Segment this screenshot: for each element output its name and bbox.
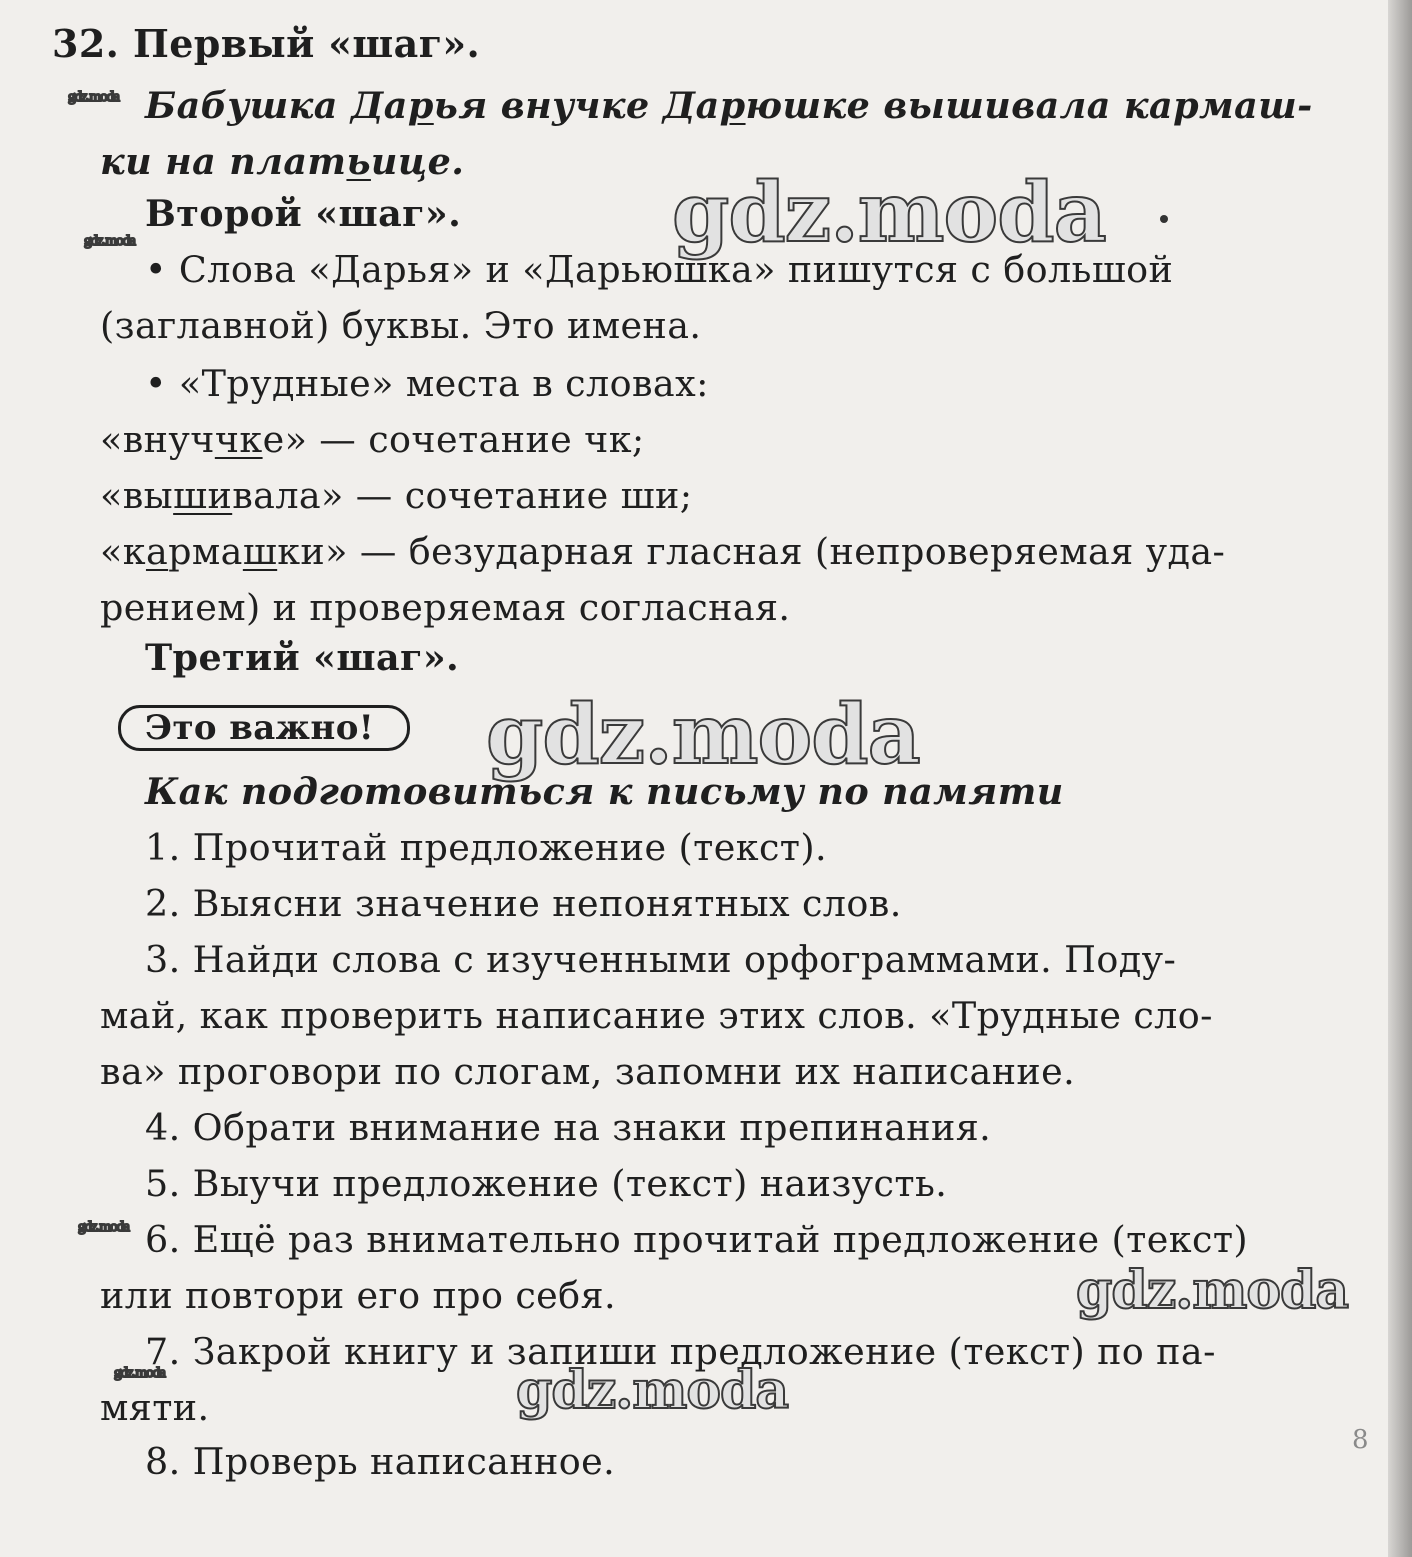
rule-title: Как подготовиться к письму по памяти	[145, 770, 1064, 813]
watermark-medium: gdz.moda	[516, 1360, 789, 1421]
hard-word-3-continued: рением) и проверяемая согласная.	[100, 586, 791, 629]
rule-item-3-line-3: ва» проговори по слогам, запомни их написание.	[100, 1050, 1076, 1093]
hard-word-3: «кармашки» — безударная гласная (непроверяемая уда-	[100, 530, 1226, 573]
rule-item-8: 8. Проверь написанное.	[145, 1440, 616, 1483]
watermark-small: gdz.moda	[68, 89, 119, 105]
exercise-sentence-line-2: ки на платьице.	[100, 140, 465, 183]
rule-item-3-line-1: 3. Найди слова с изученными орфограммами. Поду-	[145, 938, 1177, 981]
watermark-large: gdz.moda	[486, 687, 920, 783]
rule-item-6-line-2: или повтори его про себя.	[100, 1274, 616, 1317]
rule-item-5: 5. Выучи предложение (текст) наизусть.	[145, 1162, 948, 1205]
step-2-point-2: • «Трудные» места в словах:	[145, 362, 709, 405]
print-speck	[1160, 215, 1168, 223]
hard-word-2: «вышивала» — сочетание ши;	[100, 474, 693, 517]
watermark-small: gdz.moda	[78, 1219, 129, 1235]
important-badge-label: Это важно!	[145, 708, 375, 748]
rule-item-7-line-2: мяти.	[100, 1386, 210, 1429]
exercise-sentence-line-1: Бабушка Дарья внучке Дарюшке вышивала кармаш-	[145, 84, 1313, 127]
exercise-header: 32. Первый «шаг».	[52, 21, 481, 66]
watermark-large: gdz.moda	[672, 165, 1106, 261]
watermark-small: gdz.moda	[114, 1365, 165, 1381]
step-2-point-1-line-2: (заглавной) буквы. Это имена.	[100, 304, 702, 347]
step-3-title: Третий «шаг».	[145, 636, 460, 679]
rule-item-6-line-1: 6. Ещё раз внимательно прочитай предложение (текст)	[145, 1218, 1249, 1261]
hard-word-1: «внуччке» — сочетание чк;	[100, 418, 645, 461]
step-2-point-1-line-1: • Слова «Дарья» и «Дарьюшка» пишутся с большой	[145, 248, 1174, 291]
page-number: 8	[1352, 1425, 1369, 1455]
page-edge-shadow	[1388, 0, 1412, 1557]
watermark-small: gdz.moda	[84, 233, 135, 249]
rule-item-2: 2. Выясни значение непонятных слов.	[145, 882, 902, 925]
rule-item-1: 1. Прочитай предложение (текст).	[145, 826, 828, 869]
rule-item-4: 4. Обрати внимание на знаки препинания.	[145, 1106, 992, 1149]
watermark-medium: gdz.moda	[1076, 1260, 1349, 1321]
rule-item-7-line-1: 7. Закрой книгу и запиши предложение (текст) по па-	[145, 1330, 1216, 1373]
rule-item-3-line-2: май, как проверить написание этих слов. «Трудные сло-	[100, 994, 1213, 1037]
step-2-title: Второй «шаг».	[145, 192, 462, 235]
